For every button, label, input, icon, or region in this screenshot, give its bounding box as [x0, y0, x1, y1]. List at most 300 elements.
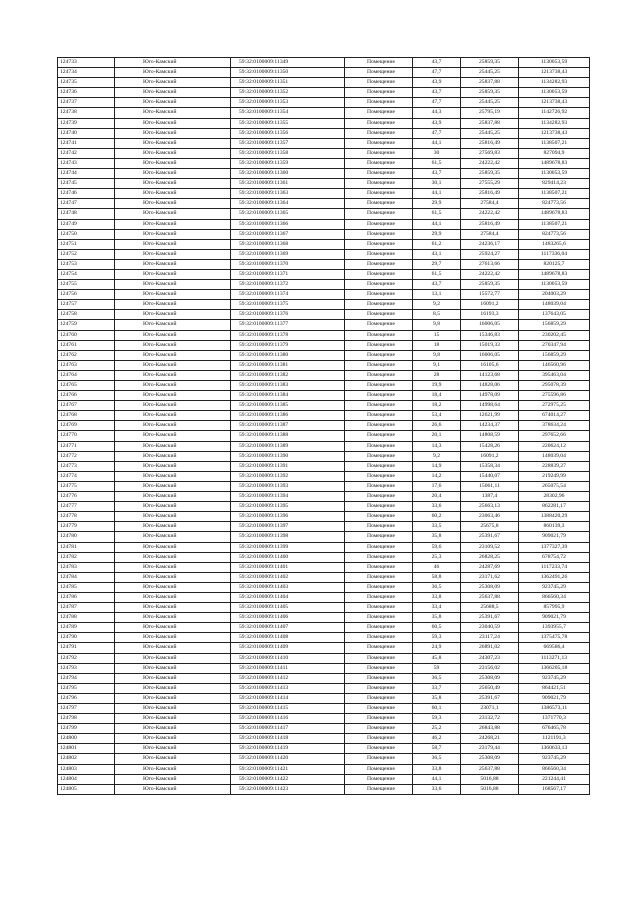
row-number-cell: 124784	[58, 572, 115, 582]
district-cell: Юго-Камский	[115, 219, 231, 229]
cadastral-value-cell: 265075,54	[519, 481, 590, 491]
row-number-cell: 124739	[58, 118, 115, 128]
district-cell: Юго-Камский	[115, 693, 231, 703]
object-type-cell: Помещение	[345, 441, 413, 451]
specific-value-cell: 26843,88	[461, 724, 519, 734]
row-number-cell: 124750	[58, 229, 115, 239]
row-number-cell: 124786	[58, 592, 115, 602]
area-cell: 8,5	[413, 310, 461, 320]
object-type-cell: Помещение	[345, 128, 413, 138]
specific-value-cell: 24222,42	[461, 269, 519, 279]
table-row	[58, 613, 590, 623]
cadastral-value-cell: 1213738,43	[519, 128, 590, 138]
row-number-cell: 124780	[58, 532, 115, 542]
object-type-cell: Помещение	[345, 764, 413, 774]
specific-value-cell: 24222,42	[461, 209, 519, 219]
area-cell: 13,1	[413, 290, 461, 300]
area-cell: 47,7	[413, 98, 461, 108]
specific-value-cell: 25675,8	[461, 522, 519, 532]
specific-value-cell: 23179,44	[461, 744, 519, 754]
specific-value-cell: 25308,09	[461, 673, 519, 683]
table-row	[58, 633, 590, 643]
object-type-cell: Помещение	[345, 68, 413, 78]
specific-value-cell: 25924,27	[461, 249, 519, 259]
area-cell: 45,8	[413, 653, 461, 663]
specific-value-cell: 25795,19	[461, 108, 519, 118]
cadastral-value-cell: 1213738,43	[519, 68, 590, 78]
area-cell: 19,9	[413, 381, 461, 391]
area-cell: 35,8	[413, 693, 461, 703]
table-row	[58, 744, 590, 754]
cadastral-value-cell: 219249,99	[519, 471, 590, 481]
area-cell: 33,6	[413, 502, 461, 512]
object-type-cell: Помещение	[345, 148, 413, 158]
area-cell: 29,9	[413, 199, 461, 209]
row-number-cell: 124770	[58, 431, 115, 441]
cadastral-number-cell: 59:32:0100009:11377	[231, 320, 345, 330]
cadastral-value-cell: 275596,86	[519, 391, 590, 401]
cadastral-value-cell: 824773,56	[519, 199, 590, 209]
district-cell: Юго-Камский	[115, 128, 231, 138]
area-cell: 25,3	[413, 552, 461, 562]
area-cell: 43,7	[413, 280, 461, 290]
district-cell: Юго-Камский	[115, 179, 231, 189]
district-cell: Юго-Камский	[115, 280, 231, 290]
object-type-cell: Помещение	[345, 673, 413, 683]
area-cell: 25,2	[413, 724, 461, 734]
cadastral-value-cell: 221244,41	[519, 774, 590, 784]
area-cell: 33,8	[413, 764, 461, 774]
object-type-cell: Помещение	[345, 623, 413, 633]
area-cell: 9,8	[413, 350, 461, 360]
row-number-cell: 124775	[58, 481, 115, 491]
area-cell: 59,6	[413, 542, 461, 552]
specific-value-cell: 25816,49	[461, 189, 519, 199]
cadastral-number-cell: 59:32:0100009:11417	[231, 724, 345, 734]
cadastral-value-cell: 1377327,39	[519, 542, 590, 552]
area-cell: 43,7	[413, 88, 461, 98]
district-cell: Юго-Камский	[115, 229, 231, 239]
row-number-cell: 124742	[58, 148, 115, 158]
row-number-cell: 124741	[58, 138, 115, 148]
cadastral-value-cell: 1134282,93	[519, 118, 590, 128]
row-number-cell: 124766	[58, 391, 115, 401]
area-cell: 53,4	[413, 411, 461, 421]
table-row	[58, 310, 590, 320]
table-row	[58, 219, 590, 229]
object-type-cell: Помещение	[345, 683, 413, 693]
table-row	[58, 562, 590, 572]
specific-value-cell: 15019,33	[461, 340, 519, 350]
cadastral-number-cell: 59:32:0100009:11400	[231, 552, 345, 562]
specific-value-cell: 16006,05	[461, 350, 519, 360]
row-number-cell: 124796	[58, 693, 115, 703]
table-row	[58, 269, 590, 279]
object-type-cell: Помещение	[345, 78, 413, 88]
specific-value-cell: 25859,35	[461, 280, 519, 290]
cadastral-value-cell: 1113271,13	[519, 653, 590, 663]
specific-value-cell: 15428,26	[461, 441, 519, 451]
specific-value-cell: 24287,69	[461, 562, 519, 572]
object-type-cell: Помещение	[345, 189, 413, 199]
table-row	[58, 421, 590, 431]
row-number-cell: 124802	[58, 754, 115, 764]
table-row	[58, 734, 590, 744]
cadastral-number-cell: 59:32:0100009:11401	[231, 562, 345, 572]
cadastral-number-cell: 59:32:0100009:11351	[231, 78, 345, 88]
district-cell: Юго-Камский	[115, 108, 231, 118]
cadastral-number-cell: 59:32:0100009:11356	[231, 128, 345, 138]
district-cell: Юго-Камский	[115, 330, 231, 340]
district-cell: Юго-Камский	[115, 169, 231, 179]
cadastral-number-cell: 59:32:0100009:11352	[231, 88, 345, 98]
object-type-cell: Помещение	[345, 330, 413, 340]
row-number-cell: 124744	[58, 169, 115, 179]
cadastral-number-cell: 59:32:0100009:11368	[231, 239, 345, 249]
cadastral-number-cell: 59:32:0100009:11379	[231, 340, 345, 350]
object-type-cell: Помещение	[345, 653, 413, 663]
table-row	[58, 542, 590, 552]
cadastral-value-cell: 297652,66	[519, 431, 590, 441]
district-cell: Юго-Камский	[115, 734, 231, 744]
district-cell: Юго-Камский	[115, 784, 231, 794]
row-number-cell: 124764	[58, 370, 115, 380]
area-cell: 44,3	[413, 108, 461, 118]
district-cell: Юго-Камский	[115, 300, 231, 310]
district-cell: Юго-Камский	[115, 582, 231, 592]
table-row	[58, 330, 590, 340]
cadastral-value-cell: 1138507,21	[519, 219, 590, 229]
district-cell: Юго-Камский	[115, 370, 231, 380]
table-row	[58, 199, 590, 209]
specific-value-cell: 25688,5	[461, 603, 519, 613]
cadastral-value-cell: 168567,17	[519, 784, 590, 794]
row-number-cell: 124777	[58, 502, 115, 512]
cadastral-number-cell: 59:32:0100009:11397	[231, 522, 345, 532]
area-cell: 43,9	[413, 118, 461, 128]
row-number-cell: 124752	[58, 249, 115, 259]
district-cell: Юго-Камский	[115, 118, 231, 128]
row-number-cell: 124799	[58, 724, 115, 734]
district-cell: Юго-Камский	[115, 744, 231, 754]
object-type-cell: Помещение	[345, 158, 413, 168]
object-type-cell: Помещение	[345, 370, 413, 380]
table-row	[58, 441, 590, 451]
cadastral-value-cell: 1213738,43	[519, 98, 590, 108]
area-cell: 44,1	[413, 219, 461, 229]
cadastral-number-cell: 59:32:0100009:11358	[231, 148, 345, 158]
object-type-cell: Помещение	[345, 391, 413, 401]
object-type-cell: Помещение	[345, 300, 413, 310]
cadastral-value-cell: 678754,72	[519, 552, 590, 562]
specific-value-cell: 23156,02	[461, 663, 519, 673]
area-cell: 9,2	[413, 300, 461, 310]
object-type-cell: Помещение	[345, 431, 413, 441]
area-cell: 14,3	[413, 441, 461, 451]
row-number-cell: 124781	[58, 542, 115, 552]
cadastral-value-cell: 295078,39	[519, 381, 590, 391]
table-row	[58, 138, 590, 148]
object-type-cell: Помещение	[345, 340, 413, 350]
cadastral-number-cell: 59:32:0100009:11371	[231, 269, 345, 279]
cadastral-number-cell: 59:32:0100009:11416	[231, 714, 345, 724]
specific-value-cell: 25637,88	[461, 764, 519, 774]
cadastral-number-cell: 59:32:0100009:11407	[231, 623, 345, 633]
cadastral-value-cell: 1130053,59	[519, 58, 590, 68]
cadastral-value-cell: 829414,23	[519, 179, 590, 189]
specific-value-cell: 25391,67	[461, 693, 519, 703]
specific-value-cell: 15061,11	[461, 481, 519, 491]
table-row	[58, 683, 590, 693]
table-row	[58, 88, 590, 98]
row-number-cell: 124778	[58, 512, 115, 522]
district-cell: Юго-Камский	[115, 522, 231, 532]
specific-value-cell: 15440,07	[461, 471, 519, 481]
object-type-cell: Помещение	[345, 714, 413, 724]
object-type-cell: Помещение	[345, 643, 413, 653]
table-row	[58, 451, 590, 461]
district-cell: Юго-Камский	[115, 259, 231, 269]
district-cell: Юго-Камский	[115, 663, 231, 673]
area-cell: 61,5	[413, 269, 461, 279]
cadastral-value-cell: 1483265,6	[519, 239, 590, 249]
object-type-cell: Помещение	[345, 360, 413, 370]
cadastral-number-cell: 59:32:0100009:11378	[231, 330, 345, 340]
specific-value-cell: 23040,59	[461, 623, 519, 633]
area-cell: 44,1	[413, 189, 461, 199]
area-cell: 44,1	[413, 138, 461, 148]
specific-value-cell: 27555,29	[461, 179, 519, 189]
cadastral-value-cell: 1375475,78	[519, 633, 590, 643]
cadastral-number-cell: 59:32:0100009:11405	[231, 603, 345, 613]
specific-value-cell: 24307,23	[461, 653, 519, 663]
specific-value-cell: 25637,88	[461, 592, 519, 602]
district-cell: Юго-Камский	[115, 68, 231, 78]
cadastral-number-cell: 59:32:0100009:11395	[231, 502, 345, 512]
cadastral-value-cell: 1489678,83	[519, 209, 590, 219]
cadastral-value-cell: 1489678,83	[519, 269, 590, 279]
object-type-cell: Помещение	[345, 461, 413, 471]
object-type-cell: Помещение	[345, 58, 413, 68]
cadastral-number-cell: 59:32:0100009:11415	[231, 704, 345, 714]
area-cell: 35,8	[413, 532, 461, 542]
cadastral-value-cell: 148039,04	[519, 300, 590, 310]
cadastral-number-cell: 59:32:0100009:11366	[231, 219, 345, 229]
row-number-cell: 124779	[58, 522, 115, 532]
district-cell: Юго-Камский	[115, 461, 231, 471]
cadastral-value-cell: 272975,25	[519, 401, 590, 411]
cadastral-number-cell: 59:32:0100009:11363	[231, 189, 345, 199]
cadastral-value-cell: 228839,27	[519, 461, 590, 471]
object-type-cell: Помещение	[345, 603, 413, 613]
area-cell: 9,2	[413, 451, 461, 461]
cadastral-number-cell: 59:32:0100009:11375	[231, 300, 345, 310]
cadastral-value-cell: 1117336,04	[519, 249, 590, 259]
district-cell: Юго-Камский	[115, 269, 231, 279]
area-cell: 14,9	[413, 461, 461, 471]
area-cell: 46	[413, 562, 461, 572]
cadastral-number-cell: 59:32:0100009:11390	[231, 451, 345, 461]
area-cell: 33,6	[413, 784, 461, 794]
object-type-cell: Помещение	[345, 249, 413, 259]
object-type-cell: Помещение	[345, 118, 413, 128]
row-number-cell: 124774	[58, 471, 115, 481]
district-cell: Юго-Камский	[115, 421, 231, 431]
object-type-cell: Помещение	[345, 613, 413, 623]
cadastral-number-cell: 59:32:0100009:11370	[231, 259, 345, 269]
table-row	[58, 58, 590, 68]
object-type-cell: Помещение	[345, 199, 413, 209]
cadastral-value-cell: 824773,56	[519, 229, 590, 239]
district-cell: Юго-Камский	[115, 199, 231, 209]
specific-value-cell: 15346,83	[461, 330, 519, 340]
cadastral-number-cell: 59:32:0100009:11374	[231, 290, 345, 300]
area-cell: 43,9	[413, 78, 461, 88]
row-number-cell: 124762	[58, 350, 115, 360]
table-row	[58, 582, 590, 592]
cadastral-number-cell: 59:32:0100009:11414	[231, 693, 345, 703]
cadastral-value-cell: 923745,29	[519, 582, 590, 592]
specific-value-cell: 14808,59	[461, 431, 519, 441]
table-row	[58, 259, 590, 269]
specific-value-cell: 25391,67	[461, 532, 519, 542]
table-row	[58, 340, 590, 350]
table-row	[58, 229, 590, 239]
cadastral-value-cell: 669586,4	[519, 643, 590, 653]
specific-value-cell: 25837,88	[461, 118, 519, 128]
cadastral-value-cell: 674014,27	[519, 411, 590, 421]
district-cell: Юго-Камский	[115, 381, 231, 391]
table-row	[58, 603, 590, 613]
table-row	[58, 350, 590, 360]
specific-value-cell: 25859,35	[461, 58, 519, 68]
object-type-cell: Помещение	[345, 421, 413, 431]
table-row	[58, 320, 590, 330]
object-type-cell: Помещение	[345, 502, 413, 512]
specific-value-cell: 14234,37	[461, 421, 519, 431]
table-row	[58, 784, 590, 794]
row-number-cell: 124743	[58, 158, 115, 168]
district-cell: Юго-Камский	[115, 239, 231, 249]
object-type-cell: Помещение	[345, 219, 413, 229]
table-row	[58, 280, 590, 290]
table-row	[58, 552, 590, 562]
district-cell: Юго-Камский	[115, 673, 231, 683]
district-cell: Юго-Камский	[115, 653, 231, 663]
area-cell: 43,1	[413, 249, 461, 259]
cadastral-value-cell: 1134282,93	[519, 78, 590, 88]
row-number-cell: 124760	[58, 330, 115, 340]
row-number-cell: 124746	[58, 189, 115, 199]
district-cell: Юго-Камский	[115, 492, 231, 502]
district-cell: Юго-Камский	[115, 158, 231, 168]
area-cell: 20,1	[413, 431, 461, 441]
table-row	[58, 68, 590, 78]
district-cell: Юго-Камский	[115, 431, 231, 441]
cadastral-value-cell: 860139,3	[519, 522, 590, 532]
cadastral-number-cell: 59:32:0100009:11365	[231, 209, 345, 219]
row-number-cell: 124803	[58, 764, 115, 774]
row-number-cell: 124757	[58, 300, 115, 310]
cadastral-value-cell: 909021,79	[519, 693, 590, 703]
row-number-cell: 124791	[58, 643, 115, 653]
cadastral-number-cell: 59:32:0100009:11391	[231, 461, 345, 471]
area-cell: 9,8	[413, 320, 461, 330]
cadastral-number-cell: 59:32:0100009:11408	[231, 633, 345, 643]
table-row	[58, 663, 590, 673]
table-row	[58, 461, 590, 471]
row-number-cell: 124769	[58, 421, 115, 431]
area-cell: 36,5	[413, 673, 461, 683]
cadastral-number-cell: 59:32:0100009:11369	[231, 249, 345, 259]
object-type-cell: Помещение	[345, 663, 413, 673]
table-row	[58, 98, 590, 108]
cadastral-value-cell: 1138507,21	[519, 138, 590, 148]
cadastral-number-cell: 59:32:0100009:11421	[231, 764, 345, 774]
area-cell: 59,3	[413, 633, 461, 643]
table-row	[58, 714, 590, 724]
row-number-cell: 124738	[58, 108, 115, 118]
area-cell: 59	[413, 663, 461, 673]
specific-value-cell: 25663,13	[461, 502, 519, 512]
cadastral-value-cell: 864421,51	[519, 683, 590, 693]
object-type-cell: Помещение	[345, 512, 413, 522]
table-row	[58, 179, 590, 189]
cadastral-value-cell: 1130053,59	[519, 88, 590, 98]
table-body	[58, 58, 590, 795]
object-type-cell: Помещение	[345, 350, 413, 360]
cadastral-number-cell: 59:32:0100009:11384	[231, 391, 345, 401]
area-cell: 33,7	[413, 683, 461, 693]
cadastral-value-cell: 1142726,92	[519, 108, 590, 118]
cadastral-number-cell: 59:32:0100009:11349	[231, 58, 345, 68]
cadastral-value-cell: 204003,29	[519, 290, 590, 300]
area-cell: 61,5	[413, 209, 461, 219]
table-row	[58, 239, 590, 249]
specific-value-cell: 25391,67	[461, 613, 519, 623]
table-row	[58, 108, 590, 118]
cadastral-number-cell: 59:32:0100009:11404	[231, 592, 345, 602]
row-number-cell: 124797	[58, 704, 115, 714]
specific-value-cell: 25859,35	[461, 88, 519, 98]
specific-value-cell: 24236,17	[461, 239, 519, 249]
area-cell: 33,8	[413, 592, 461, 602]
cadastral-value-cell: 378634,24	[519, 421, 590, 431]
cadastral-number-cell: 59:32:0100009:11361	[231, 179, 345, 189]
table-row	[58, 118, 590, 128]
row-number-cell: 124759	[58, 320, 115, 330]
cadastral-number-cell: 59:32:0100009:11399	[231, 542, 345, 552]
cadastral-number-cell: 59:32:0100009:11381	[231, 360, 345, 370]
object-type-cell: Помещение	[345, 592, 413, 602]
object-type-cell: Помещение	[345, 310, 413, 320]
row-number-cell: 124758	[58, 310, 115, 320]
cadastral-number-cell: 59:32:0100009:11422	[231, 774, 345, 784]
district-cell: Юго-Камский	[115, 714, 231, 724]
specific-value-cell: 14828,06	[461, 381, 519, 391]
cadastral-value-cell: 676465,78	[519, 724, 590, 734]
object-type-cell: Помещение	[345, 552, 413, 562]
row-number-cell: 124804	[58, 774, 115, 784]
cadastral-number-cell: 59:32:0100009:11383	[231, 381, 345, 391]
specific-value-cell: 25445,25	[461, 128, 519, 138]
cadastral-number-cell: 59:32:0100009:11385	[231, 401, 345, 411]
district-cell: Юго-Камский	[115, 764, 231, 774]
district-cell: Юго-Камский	[115, 643, 231, 653]
district-cell: Юго-Камский	[115, 532, 231, 542]
specific-value-cell: 25308,09	[461, 754, 519, 764]
table-row	[58, 693, 590, 703]
